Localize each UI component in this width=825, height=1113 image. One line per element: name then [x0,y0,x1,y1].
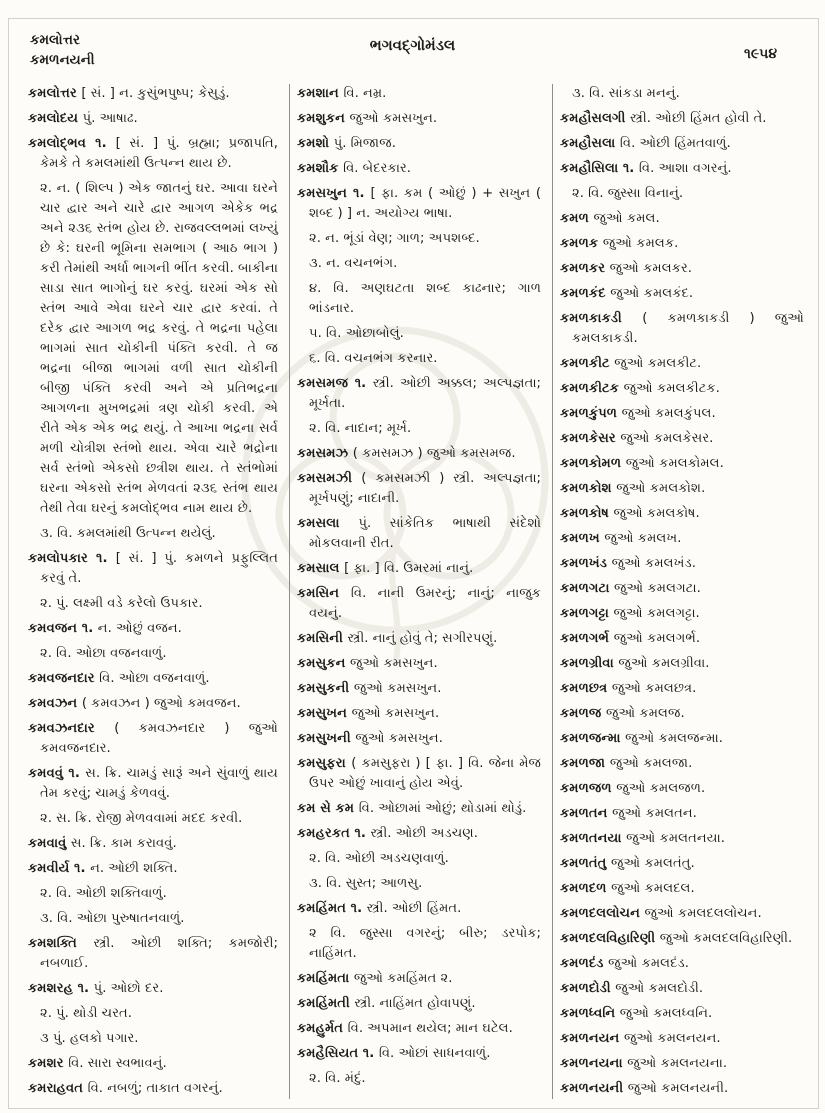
headword: કમળગટા [560,581,615,596]
dictionary-entry: કમલોત્તર [ સં. ] ન. કુસુંભપુષ્પ; કેસુડું. [28,86,230,101]
entry-sense: ૩. ન. વચનભંગ. [309,256,398,271]
dictionary-entry: કમલોદ્ભવ ૧. [ સં. ] પું. બ્રહ્મા; પ્રજાપતિ, કેમકે તે કમલમાંથી ઉત્પન્ન થાય છે. [28,136,278,171]
headword: કમલોપકાર ૧. [28,551,116,566]
dictionary-entry: કમસુકન જુઓ કમસખુન. [297,656,438,671]
headword: કમળતંતુ [560,856,611,871]
headword: કમસમજ ૧. [297,376,373,391]
headword: કમળકીટક [560,381,624,396]
entry-sense: ૩. વિ. સાંકડા મનનું. [572,86,680,101]
dictionary-entry: કમરાહવત વિ. નબળું; તાકાત વગરનું. [28,1081,223,1096]
dictionary-entry: કમળકેસર જુઓ કમલકેસર. [560,431,714,446]
entry-sense: ૩ પું. હલકો પગાર. [40,1031,139,1046]
dictionary-entry: કમળજ જુઓ કમલજ. [560,706,685,721]
dictionary-entry: કમ સે કમ વિ. ઓછામાં ઓછું; થોડામાં થોડું. [297,801,527,816]
entry-sense: ૩. વિ. ઓછા પુરુષાતનવાળું. [40,911,185,926]
dictionary-entry: કમળતંતુ જુઓ કમલતંતુ. [560,856,695,871]
headword: કમવવું ૧. [28,766,86,781]
headword: કમળદલલોચન [560,906,645,921]
dictionary-entry: કમળજળ જુઓ કમલજળ. [560,781,706,796]
dictionary-entry: કમળજા જુઓ કમલજા. [560,756,693,771]
headword: કમળછત્ર [560,681,612,696]
dictionary-entry: કમશુકન જુઓ કમસખુન. [297,111,438,126]
headword: કમળનયના [560,1056,628,1071]
column-divider-2 [552,84,553,1099]
dictionary-entry: કમશરહ ૧. પું. ઓછો દર. [28,981,164,996]
dictionary-entry: કમવઝન ( કમવઝન ) જુઓ કમવજન. [28,696,241,711]
dictionary-entry: કમહૌસલા વિ. ઓછી હિંમતવાળું. [560,136,731,151]
headword: કમળકાકડી [560,311,643,326]
dictionary-entry: કમળખંડ જુઓ કમલખંડ. [560,556,696,571]
headword: કમળદળ [560,881,612,896]
dictionary-entry: કમળનયની જુઓ કમલનયની. [560,1081,729,1096]
headword: કમળગ્રીવા [560,656,619,671]
headword: કમલોદ્ભવ ૧. [28,136,116,151]
entry-sense: ૨. ન. ( શિલ્પ ) એક જાતનું ઘર. આવા ઘરને ચાર દ્વાર અને ચારે દ્વાર આગળ એકેક ભદ્ર અને ૨૩૬ સ્તંભ હોય છે. રાજવલ્લભમાં લખ્યું છે કે: ઘરની ભૂમિના સમભાગ ( આઠ ભાગ ) કરી તેમાંથી અર્ધા ભાગની ભીંત કરવી. બાકીના સાડા સાત ભાગોનું ઘર કરવું. ઘરમાં એક સો સ્તંભ આવે એવા ઘરને ચાર દ્વાર કરવાં. તે દરેક દ્વાર આગળ ભદ્ર કરવું. તે ભદ્રના પહેલા ભાગમાં સાત ચોકીની પંક્તિ કરવી. તે જ ભદ્રના બીજા ભાગમાં વળી સાત ચોકીની બીજી પંક્તિ કરવી અને એ પ્રતિભદ્રના આગળના મુખભદ્રમાં ત્રણ ચોકી કરવી. એ રીતે એક એક ભદ્ર થયું. તે આખા ભદ્રના સર્વ મળી ચોત્રીશ સ્તંભો થાય. એવા ચારે ભદ્રોના સર્વ સ્તંભો એકસો છત્રીશ થાય. તે સ્તંભોમાં ઘરના એકસો સ્તંભ મેળવતાં ૨૩૬ સ્તંભ થાય તેથી તેવા ઘરનું કમલોદ્ભવ નામ થાય છે. [40,181,278,516]
dictionary-entry: કમશર વિ. સારા સ્વભાવનું. [28,1056,167,1071]
headword: કમશૌક [297,161,344,176]
headword: કમશુકન [297,111,350,126]
dictionary-entry: કમસુખની જુઓ કમસખુન. [297,731,443,746]
headword: કમળનયની [560,1081,628,1096]
dictionary-entry: કમળગટ્ટા જુઓ કમલગટ્ટા. [560,606,700,621]
headword: કમસુકન [297,656,351,671]
dictionary-entry: કમસિન વિ. નાની ઉમરનું; નાનું; નાજુક વયનું. [297,586,541,621]
guide-word-bottom: કમળનયની [30,52,95,68]
dictionary-entry: કમળકીટક જુઓ કમલકીટક. [560,381,720,396]
dictionary-entry: કમળતનયા જુઓ કમલતનયા. [560,831,725,846]
dictionary-entry: કમવીર્ય ૧. ન. ઓછી શક્તિ. [28,861,178,876]
dictionary-entry: કમળકીટ જુઓ કમલકીટ. [560,356,702,371]
headword: કમળતનયા [560,831,627,846]
headword: કમવીર્ય ૧. [28,861,91,876]
entry-sense: ૨. ન. ભૂંડાં વેણ; ગાળ; અપશબ્દ. [309,231,480,246]
dictionary-entry: કમળદળ જુઓ કમલદલ. [560,881,695,896]
headword: કમળધ્વનિ [560,1006,620,1021]
headword: કમળકોમળ [560,456,626,471]
dictionary-entry: કમળદલવિહારિણી જુઓ કમલદલવિહારિણી. [560,931,793,946]
dictionary-entry: કમળકાકડી ( કમળકાકડી ) જુઓ કમલકાકડી. [560,311,804,346]
entry-sense: ૫. વિ. ઓછાબોલું. [309,326,404,341]
entry-sense: ૨. વિ. જુસ્સા વિનાનું. [572,186,684,201]
headword: કમ સે કમ [297,801,359,816]
dictionary-entry: કમળગર્ભ જુઓ કમલગર્ભ. [560,631,701,646]
dictionary-entry: કમળજન્મા જુઓ કમલજન્મા. [560,731,723,746]
dictionary-entry: કમવાવું સ. ક્રિ. કામ કરાવવું. [28,836,177,851]
headword: કમવઝનદાર [28,721,115,736]
dictionary-entry: કમહિંમત ૧. સ્ત્રી. ઓછી હિંમત. [297,901,462,916]
headword: કમસાલ [297,561,345,576]
column-divider-1 [289,84,290,1099]
entry-sense: ૨. સ. ક્રિ. રોજી મેળવવામાં મદદ કરવી. [40,811,243,826]
entry-sense: ૨ વિ. જુસ્સા વગરનું; બીરુ; ડરપોક; નાહિંમત. [309,926,541,961]
entry-sense: ૨. વિ. ઓછી અડચણવાળું. [309,851,449,866]
headword: કમળગર્ભ [560,631,614,646]
dictionary-entry: કમહૌસિલા ૧. વિ. આશા વગરનું. [560,161,732,176]
headword: કમહિંમત ૧. [297,901,367,916]
headword: કમળખંડ [560,556,612,571]
headword: કમળદંડ [560,956,609,971]
headword: કમશરહ ૧. [28,981,94,996]
headword: કમશો [297,136,334,151]
page-header [30,30,795,80]
headword: કમળગટ્ટા [560,606,614,621]
dictionary-entry: કમશૌક વિ. બેદરકાર. [297,161,412,176]
dictionary-entry: કમળખ જુઓ કમલખ. [560,531,682,546]
headword: કમશર [28,1056,69,1071]
dictionary-columns [26,84,813,1099]
dictionary-entry: કમવવું ૧. સ. ક્રિ. ચામડું સારૂં અને સુંવાળું થાય તેમ કરવું; ચામડું કેળવવું. [28,766,278,801]
dictionary-entry: કમળદોડી જુઓ કમલદોડી. [560,981,704,996]
entry-sense: ૬. વિ. વચનભંગ કરનાર. [309,351,438,366]
headword: કમસમઝ [297,446,353,461]
dictionary-entry: કમળનયન જુઓ કમલનયન. [560,1031,721,1046]
headword: કમળકોષ [560,506,614,521]
dictionary-entry: કમળક જુઓ કમલક. [560,236,679,251]
headword: કમસિની [297,631,348,646]
entry-sense: ૩. વિ. કમલમાંથી ઉત્પન્ન થયેલું. [40,526,216,541]
page-number: ૧૯૫૪ [743,46,777,62]
dictionary-entry: કમહુર્મત વિ. અપમાન થયેલ; માન ઘટેલ. [297,1021,513,1036]
headword: કમળકીટ [560,356,615,371]
headword: કમળકોશ [560,481,617,496]
headword: કમળકંદ [560,286,611,301]
dictionary-entry: કમળતન જુઓ કમલતન. [560,806,697,821]
dictionary-entry: કમળકોશ જુઓ કમલકોશ. [560,481,706,496]
headword: કમહૌસલગી [560,111,631,126]
dictionary-entry: કમળછત્ર જુઓ કમલછત્ર. [560,681,697,696]
headword: કમશક્તિ [28,936,94,951]
dictionary-entry: કમસુખન જુઓ કમસખુન. [297,706,440,721]
headword: કમશાન [297,86,344,101]
dictionary-entry: કમસખુન ૧. [ ફા. કમ ( ઓછું ) + સખુન ( શબ્દ ) ] ન. અયોગ્ય ભાષા. [297,186,541,221]
headword: કમળજન્મા [560,731,626,746]
dictionary-entry: કમસુકની જુઓ કમસખુન. [297,681,442,696]
headword: કમસુફરા [297,756,352,771]
dictionary-entry: કમહરકત ૧. સ્ત્રી. ઓછી અડચણ. [297,826,479,841]
dictionary-entry: કમહિંમતા જુઓ કમહિંમત ૨. [297,971,453,986]
dictionary-entry: કમલોપકાર ૧. [ સં. ] પું. કમળને પ્રફુલ્લિત કરવું તે. [28,551,278,586]
headword: કમળખ [560,531,605,546]
headword: કમસુકની [297,681,354,696]
headword: કમળક [560,236,603,251]
dictionary-entry: કમસલા પું. સાંકેતિક ભાષાથી સંદેશો મોકલવાની રીત. [297,516,541,551]
headword: કમલોત્તર [28,86,82,101]
headword: કમવઝન [28,696,82,711]
dictionary-entry: કમળકોષ જુઓ કમલકોષ. [560,506,700,521]
headword: કમળકર [560,261,610,276]
dictionary-entry: કમસુફરા ( કમસુફરા ) [ ફા. ] વિ. જેના મેજ ઉપર ઓછું ખાવાનું હોય એવું. [297,756,541,791]
headword: કમવાવું [28,836,71,851]
headword: કમળદોડી [560,981,616,996]
headword: કમહૈસિયત ૧. [297,1046,379,1061]
headword: કમરાહવત [28,1081,88,1096]
dictionary-entry: કમળ જુઓ કમલ. [560,211,660,226]
book-title: ભગવદ્ગોમંડલ [369,36,456,54]
headword: કમસખુન ૧. [297,186,371,201]
entry-sense: ૨. વિ. નાદાન; મૂર્ખ. [309,421,412,436]
headword: કમહુર્મત [297,1021,348,1036]
entry-sense: ૨. પું. થોડી ચરત. [40,1006,132,1021]
headword: કમળ [560,211,594,226]
dictionary-entry: કમવજન ૧. ન. ઓછું વજન. [28,621,182,636]
headword: કમસમઝી [297,471,362,486]
entry-sense: ૨. પું. લક્ષ્મી વડે કરેલો ઉપકાર. [40,596,203,611]
headword: કમળકેસર [560,431,621,446]
column-2 [295,84,547,1099]
headword: કમળકુંપળ [560,406,622,421]
headword: કમહિંમતી [297,996,355,1011]
dictionary-entry: કમળગટા જુઓ કમલગટા. [560,581,701,596]
entry-sense: ૨. વિ. ઓછી શક્તિવાળું. [40,886,167,901]
headword: કમળજ [560,706,606,721]
dictionary-entry: કમળનયના જુઓ કમલનયના. [560,1056,728,1071]
entry-sense: ૨. વિ. મંદું. [309,1071,366,1086]
dictionary-entry: કમશો પું. મિજાજ. [297,136,396,151]
dictionary-entry: કમળકુંપળ જુઓ કમલકુંપલ. [560,406,716,421]
dictionary-entry: કમસાલ [ ફા. ] વિ. ઉમરમાં નાનું. [297,561,474,576]
dictionary-entry: કમળકોમળ જુઓ કમલકોમલ. [560,456,724,471]
dictionary-entry: કમસમઝી ( કમસમઝી ) સ્ત્રી. અલ્પજ્ઞતા; મૂર્ખપણું; નાદાની. [297,471,541,506]
dictionary-entry: કમશાન વિ. નમ્ર. [297,86,387,101]
headword: કમળતન [560,806,613,821]
dictionary-entry: કમળદલલોચન જુઓ કમલદલલોચન. [560,906,762,921]
dictionary-entry: કમવજનદાર વિ. ઓછા વજનવાળું. [28,671,210,686]
headword: કમસુખની [297,731,356,746]
headword: કમવજનદાર [28,671,100,686]
dictionary-entry: કમહિંમતી સ્ત્રી. નાહિંમત હોવાપણું. [297,996,476,1011]
dictionary-entry: કમળકંદ જુઓ કમલકંદ. [560,286,694,301]
dictionary-entry: કમળકર જુઓ કમલકર. [560,261,692,276]
dictionary-entry: કમવઝનદાર ( કમવઝનદાર ) જુઓ કમવજનદાર. [28,721,278,756]
entry-sense: ૩. વિ. સુસ્ત; આળસુ. [309,876,423,891]
headword: કમસિન [297,586,351,601]
dictionary-entry: કમહૈસિયત ૧. વિ. ઓછાં સાધનવાળું. [297,1046,491,1061]
dictionary-entry: કમસમઝ ( કમસમઝ ) જુઓ કમસમજ. [297,446,516,461]
headword: કમવજન ૧. [28,621,98,636]
column-1 [26,84,284,1099]
dictionary-entry: કમળદંડ જુઓ કમલદંડ. [560,956,689,971]
headword: કમળદલવિહારિણી [560,931,660,946]
headword: કમળનયન [560,1031,624,1046]
headword: કમસલા [297,516,359,531]
dictionary-entry: કમળગ્રીવા જુઓ કમલગ્રીવા. [560,656,710,671]
headword: કમહૌસિલા ૧. [560,161,639,176]
dictionary-entry: કમલોદય પું. આષાઢ. [28,111,138,126]
dictionary-entry: કમળધ્વનિ જુઓ કમલધ્વનિ. [560,1006,713,1021]
column-3 [558,84,810,1099]
headword: કમસુખન [297,706,352,721]
entry-sense: ૨. વિ. ઓછા વજનવાળું. [40,646,167,661]
headword: કમહિંમતા [297,971,354,986]
headword: કમળજળ [560,781,617,796]
headword: કમહરકત ૧. [297,826,371,841]
headword: કમળજા [560,756,610,771]
headword: કમલોદય [28,111,83,126]
headword: કમહૌસલા [560,136,620,151]
guide-word-top: કમલોત્તર [30,32,80,48]
entry-sense: ૪. વિ. અણઘટતા શબ્દ કાઢનાર; ગાળ ભાંડનાર. [309,281,541,316]
dictionary-entry: કમસમજ ૧. સ્ત્રી. ઓછી અક્કલ; અલ્પજ્ઞતા; મૂર્ખતા. [297,376,541,411]
dictionary-entry: કમસિની સ્ત્રી. નાનું હોવું તે; સગીરપણું. [297,631,498,646]
dictionary-entry: કમશક્તિ સ્ત્રી. ઓછી શક્તિ; કમજોરી; નબળાઈ. [28,936,278,971]
dictionary-entry: કમહૌસલગી સ્ત્રી. ઓછી હિંમત હોવી તે. [560,111,767,126]
